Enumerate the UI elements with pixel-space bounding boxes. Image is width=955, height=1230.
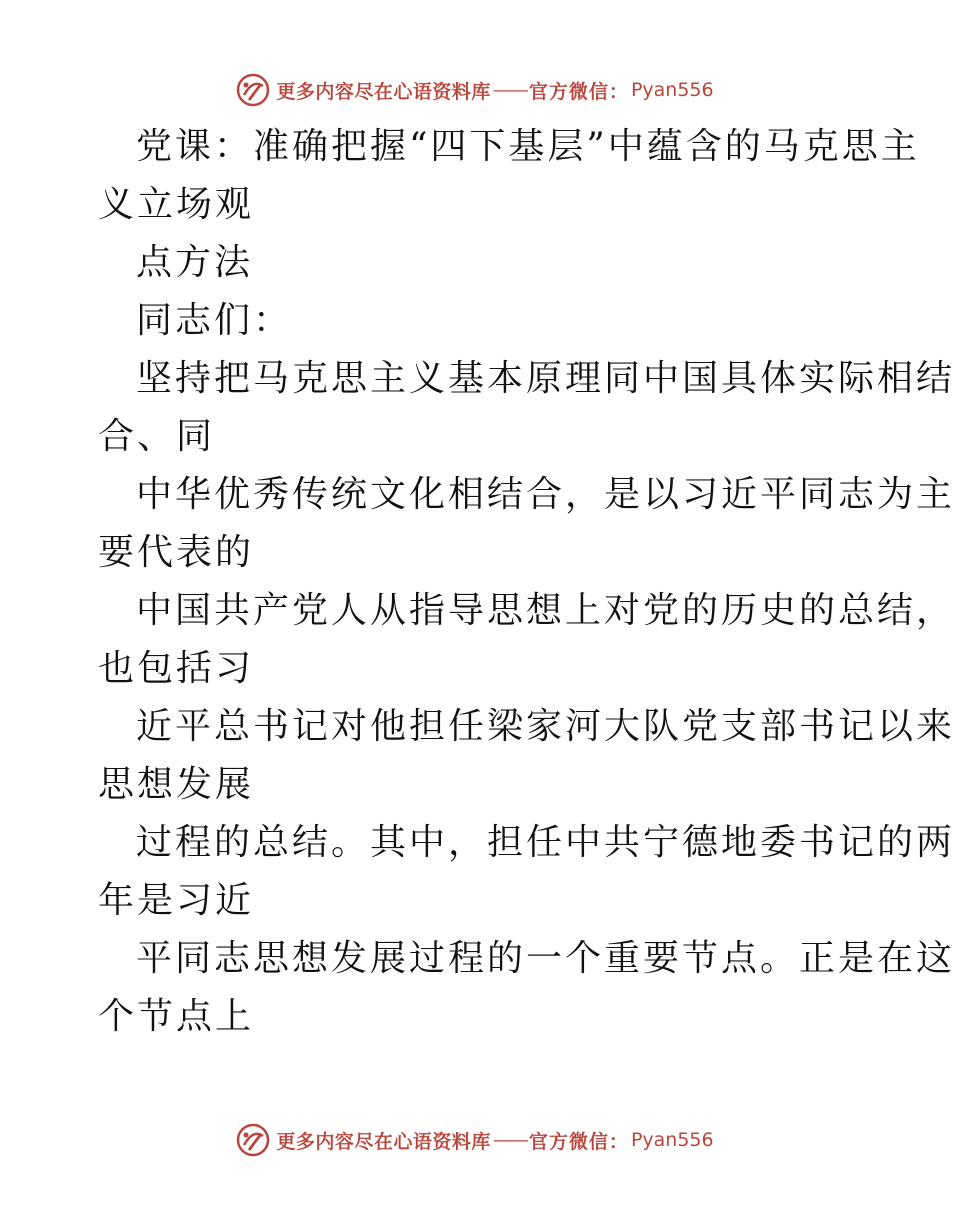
watermark-wechat-id: Pyan556 xyxy=(630,79,714,101)
body-line: 过程的总结。其中，担任中共宁德地委书记的两 xyxy=(136,822,955,863)
document-title-line-1: 党课：准确把握“四下基层”中蕴含的马克思主 xyxy=(136,126,920,167)
watermark-wechat-label: 官方微信： xyxy=(528,1130,629,1153)
document-title-line-3: 点方法 xyxy=(136,242,254,283)
watermark-site-name: 更多内容尽在心语资料库 xyxy=(276,1130,491,1153)
watermark-dash: —— xyxy=(492,79,527,101)
watermark-wechat-id: Pyan556 xyxy=(630,1129,714,1151)
brand-logo-icon xyxy=(236,73,270,107)
body-line: 思想发展 xyxy=(98,764,255,805)
body-line: 近平总书记对他担任梁家河大队党支部书记以来 xyxy=(136,706,955,747)
footer-watermark xyxy=(0,1120,950,1160)
body-line: 要代表的 xyxy=(98,532,255,573)
body-line: 年是习近 xyxy=(98,880,255,921)
body-line: 合、同 xyxy=(98,416,216,457)
body-line: 坚持把马克思主义基本原理同中国具体实际相结 xyxy=(136,358,955,399)
document-body xyxy=(98,118,955,1046)
body-line: 中国共产党人从指导思想上对党的历史的总结， xyxy=(136,590,955,631)
body-line: 也包括习 xyxy=(98,648,255,689)
brand-logo-icon xyxy=(236,1123,270,1157)
salutation: 同志们： xyxy=(136,300,293,341)
body-line: 中华优秀传统文化相结合，是以习近平同志为主 xyxy=(136,474,955,515)
body-line: 个节点上 xyxy=(98,996,255,1037)
watermark-site-name: 更多内容尽在心语资料库 xyxy=(276,80,491,103)
body-line: 平同志思想发展过程的一个重要节点。正是在这 xyxy=(136,938,955,979)
document-title-line-2: 义立场观 xyxy=(98,184,255,225)
watermark-wechat-label: 官方微信： xyxy=(528,80,629,103)
header-watermark xyxy=(0,70,950,110)
watermark-dash: —— xyxy=(492,1129,527,1151)
